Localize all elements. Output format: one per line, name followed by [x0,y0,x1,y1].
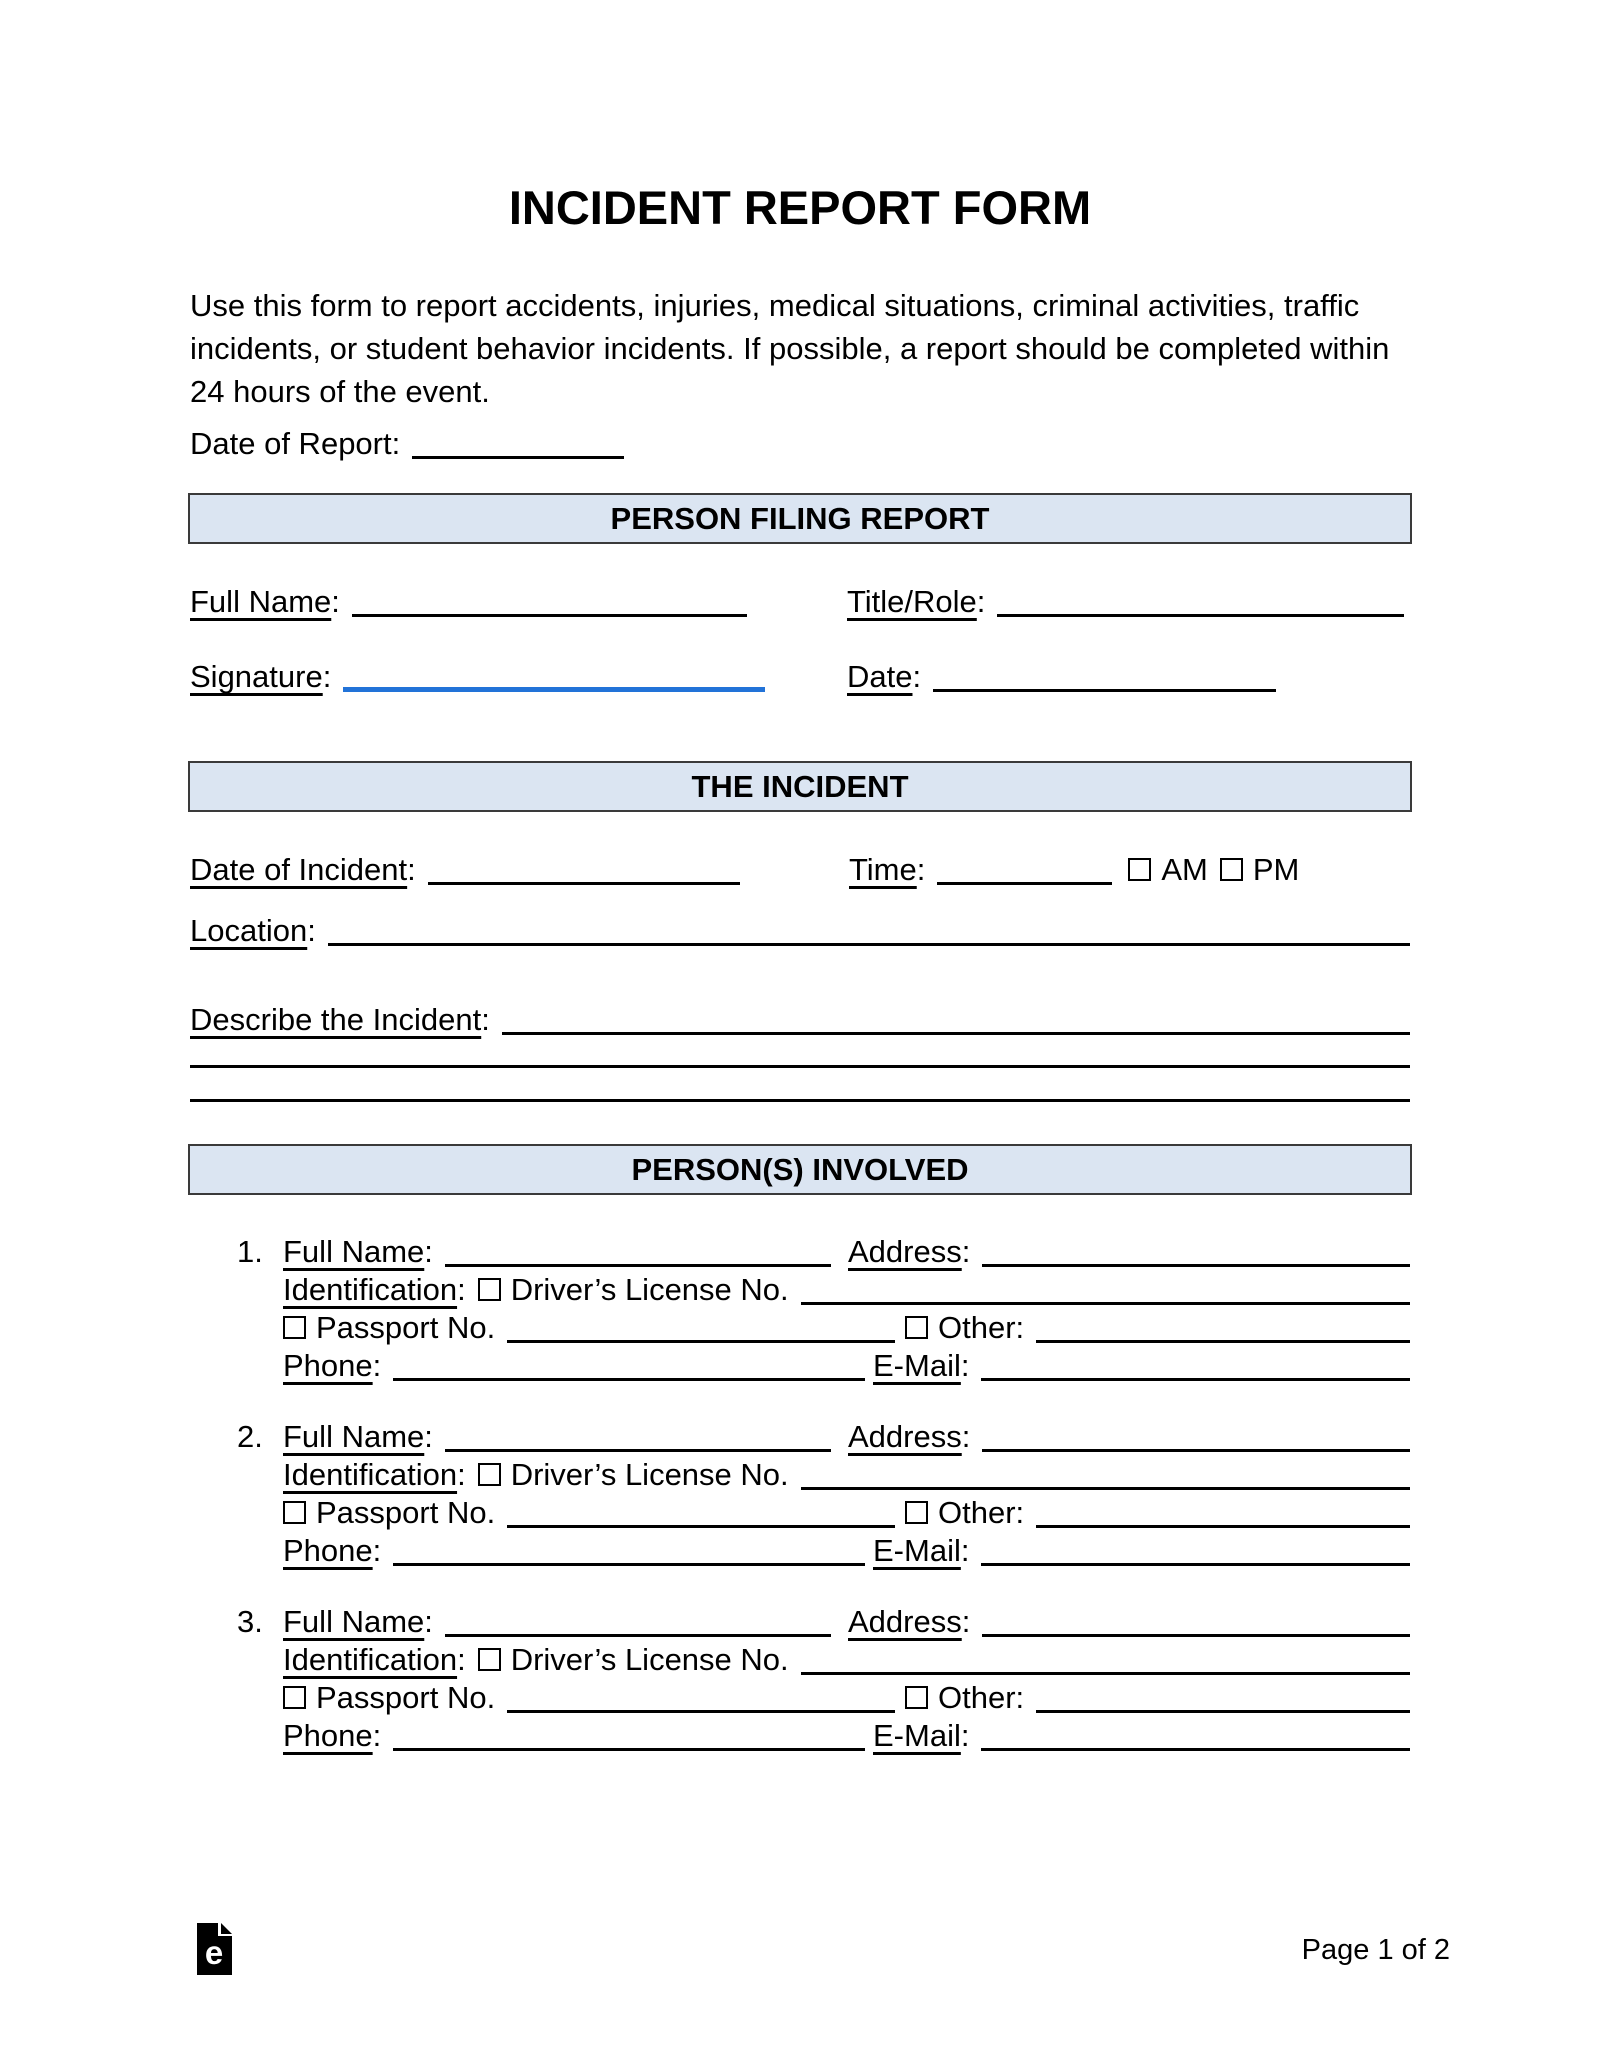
person1-full-name-label: Full Name [283,1234,425,1269]
filing-signature-date-row: Signature : Date : [190,659,1410,699]
person2-full-name-input-line[interactable] [445,1439,831,1452]
person2-phone-label: Phone [283,1533,373,1568]
person3-phone-label: Phone [283,1718,373,1753]
person2-other-label: Other [938,1495,1016,1530]
person1-name-address-row: 1. Full Name : Address : [190,1234,1410,1272]
person1-drivers-license-checkbox[interactable] [478,1278,501,1301]
person3-drivers-license-label: Driver’s License No. [510,1642,789,1677]
person1-passport-input-line[interactable] [507,1330,895,1343]
person-entry-1 [190,1234,1410,1386]
person3-drivers-license-input-line[interactable] [801,1662,1410,1675]
person1-number: 1. [237,1234,263,1269]
person1-drivers-license-input-line[interactable] [801,1292,1410,1305]
person1-email-input-line[interactable] [981,1368,1410,1381]
person3-address-label: Address [848,1604,962,1639]
person2-passport-label: Passport No. [316,1495,496,1530]
pm-checkbox[interactable] [1220,858,1243,881]
person3-other-checkbox[interactable] [905,1686,928,1709]
person1-passport-label: Passport No. [316,1310,496,1345]
person-entry-3 [190,1604,1410,1756]
person1-phone-email-row: Phone : E-Mail : [190,1348,1410,1386]
person3-identification-label: Identification [283,1642,458,1677]
title-role-label: Title/Role [847,584,977,619]
person2-drivers-license-label: Driver’s License No. [510,1457,789,1492]
person2-drivers-license-checkbox[interactable] [478,1463,501,1486]
person2-passport-checkbox[interactable] [283,1501,306,1524]
am-checkbox[interactable] [1128,858,1151,881]
person2-email-label: E-Mail [873,1533,961,1568]
describe-input-line-1[interactable] [502,1022,1410,1035]
person2-phone-input-line[interactable] [393,1553,865,1566]
person1-phone-input-line[interactable] [393,1368,865,1381]
describe-incident-row: Describe the Incident : [190,1002,1410,1042]
person1-drivers-license-label: Driver’s License No. [510,1272,789,1307]
person3-full-name-input-line[interactable] [445,1624,831,1637]
person3-phone-email-row: Phone : E-Mail : [190,1718,1410,1756]
person2-email-input-line[interactable] [981,1553,1410,1566]
person1-phone-label: Phone [283,1348,373,1383]
am-label: AM [1161,852,1208,887]
person1-other-input-line[interactable] [1036,1330,1410,1343]
person2-name-address-row: 2. Full Name : Address : [190,1419,1410,1457]
person2-number: 2. [237,1419,263,1454]
person3-phone-input-line[interactable] [393,1738,865,1751]
person3-email-label: E-Mail [873,1718,961,1753]
time-label: Time [849,852,917,887]
person3-passport-other-row: Passport No. Other : [190,1680,1410,1718]
person3-passport-label: Passport No. [316,1680,496,1715]
person3-email-input-line[interactable] [981,1738,1410,1751]
describe-incident-label: Describe the Incident [190,1002,482,1037]
location-row: Location : [190,913,1410,953]
person3-other-input-line[interactable] [1036,1700,1410,1713]
describe-input-line-2[interactable] [190,1065,1410,1068]
person3-passport-checkbox[interactable] [283,1686,306,1709]
signature-label: Signature [190,659,323,694]
person2-address-label: Address [848,1419,962,1454]
date-of-report-label: Date of Report [190,426,392,461]
date-of-incident-input-line[interactable] [428,872,740,885]
section-header-incident: THE INCIDENT [188,761,1412,812]
section-header-persons-involved: PERSON(S) INVOLVED [188,1144,1412,1195]
person2-identification-row: Identification : Driver’s License No. [190,1457,1410,1495]
person-entry-2 [190,1419,1410,1571]
person3-passport-input-line[interactable] [507,1700,895,1713]
person2-phone-email-row: Phone : E-Mail : [190,1533,1410,1571]
person3-identification-row: Identification : Driver’s License No. [190,1642,1410,1680]
eforms-logo [197,1923,232,1983]
page-title: INCIDENT REPORT FORM [508,181,1092,234]
person1-full-name-input-line[interactable] [445,1254,831,1267]
pm-label: PM [1252,852,1300,887]
person3-name-address-row: 3. Full Name : Address : [190,1604,1410,1642]
person1-passport-other-row: Passport No. Other : [190,1310,1410,1348]
person1-identification-row: Identification : Driver’s License No. [190,1272,1410,1310]
person1-identification-label: Identification [283,1272,458,1307]
filing-date-label: Date [847,659,913,694]
filing-date-input-line[interactable] [933,679,1276,692]
person2-full-name-label: Full Name [283,1419,425,1454]
person1-email-label: E-Mail [873,1348,961,1383]
document-icon [197,1923,232,1975]
person2-passport-input-line[interactable] [507,1515,895,1528]
page-indicator: Page 1 of 2 [1301,1934,1450,1966]
person3-other-label: Other [938,1680,1016,1715]
person1-other-checkbox[interactable] [905,1316,928,1339]
title-role-input-line[interactable] [997,604,1404,617]
person2-identification-label: Identification [283,1457,458,1492]
person2-passport-other-row: Passport No. Other : [190,1495,1410,1533]
person2-address-input-line[interactable] [982,1439,1410,1452]
date-of-report-input-line[interactable] [412,446,624,459]
person2-other-input-line[interactable] [1036,1515,1410,1528]
person2-drivers-license-input-line[interactable] [801,1477,1410,1490]
location-label: Location [190,913,308,948]
location-input-line[interactable] [328,933,1410,946]
full-name-label: Full Name [190,584,332,619]
date-of-incident-label: Date of Incident [190,852,408,887]
date-of-report-row: Date of Report : [190,426,1410,466]
person1-other-label: Other [938,1310,1016,1345]
section-header-person-filing: PERSON FILING REPORT [188,493,1412,544]
person1-address-input-line[interactable] [982,1254,1410,1267]
svg-text:e: e [204,1934,224,1971]
person3-address-input-line[interactable] [982,1624,1410,1637]
signature-input-line[interactable] [343,677,765,692]
intro-text: Use this form to report accidents, injuries, medical situations, criminal activities, traffic incidents, or student behavior incidents. If possible, a report should be completed within 24 hours of the event. [190,288,1390,409]
person1-address-label: Address [848,1234,962,1269]
person3-number: 3. [237,1604,263,1639]
incident-date-time-row: Date of Incident : Time : AM PM [190,852,1300,887]
person2-other-checkbox[interactable] [905,1501,928,1524]
describe-input-line-3[interactable] [190,1099,1410,1102]
filing-name-role-row: Full Name : Title/Role : [190,584,1410,624]
time-input-line[interactable] [937,872,1112,885]
person1-passport-checkbox[interactable] [283,1316,306,1339]
full-name-input-line[interactable] [352,604,747,617]
person3-drivers-license-checkbox[interactable] [478,1648,501,1671]
person3-full-name-label: Full Name [283,1604,425,1639]
